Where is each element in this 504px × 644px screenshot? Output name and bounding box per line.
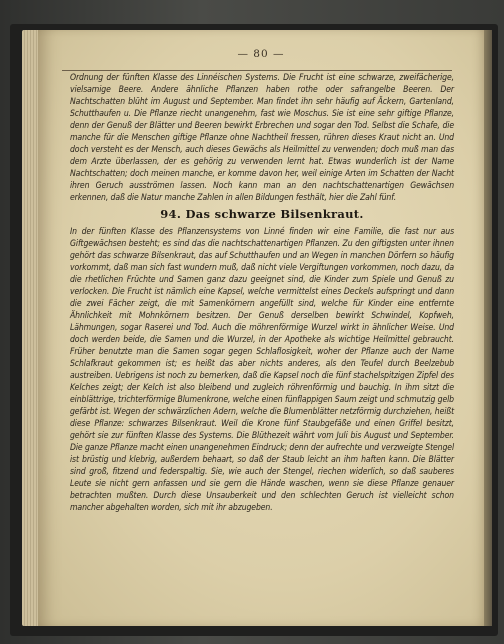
- header-rule: [62, 70, 452, 71]
- paragraph-2: In der fünften Klasse des Pflanzensystems von Linné finden wir eine Familie, die fast nur aus Giftgewächsen besteht; es sind das die nachtschattenartigen Pflanzen. Zu den giftigsten unter ihnen gehört das schwarze Bilsenkraut, das auf Schutthaufen und an Wegen in manchen Dörfern so häufig vorkommt, daß man sich fast wundern muß, daß nicht viele Vergiftungen vorkommen, noch dazu, da die rhetlichen Früchte und Samen ganz dazu geeignet sind, die Kinder zum Spiele und Genuß zu verlocken. Die Frucht ist nämlich eine Kapsel, welche vermittelst eines Deckels aufspringt und dann die zwei Fächer zeigt, die mit Samenkörnern angefüllt sind, welche für Kinder eine entfernte Ähnlichkeit mit Mohnkörnern besitzen. Der Genuß derselben bewirkt Schwindel, Kopfweh, Lähmungen, sogar Raserei und Tod. Auch die möhrenförmige Wurzel wirkt in ähnlicher Weise. Und doch werden beide, die Samen und die Wurzel, in der Apotheke als wichtige Heilmittel gebraucht. Früher benutzte man die Samen sogar gegen Schlaflosigkeit, woher der Pflanze auch der Name Schlafkraut gekommen ist; es heißt das aber nichts anderes, als den Teufel durch Beelzebub austreiben. Uebrigens ist noch zu bemerken, daß die Kapsel noch die fünf stachelspitzigen Zipfel des Kelches zeigt; der Kelch ist also bleibend und zugleich röhrenförmig und bauchig. In ihm sitzt die einblättrige, trichterförmige Blumenkrone, welche einen fünflappigen Saum zeigt und schmutzig gelb gefärbt ist. Wegen der schwärzlichen Adern, welche die Blumenblätter netzförmig durchziehen, heißt diese Pflanze: schwarzes Bilsenkraut. Weil die Krone fünf Staubgefäße und einen Griffel besitzt, gehört sie zur fünften Klasse des Systems. Die Blüthezeit währt vom Juli bis August und September. Die ganze Pflanze macht einen unangenehmen Eindruck; denn der aufrechte und verzweigte Stengel ist brüstig und klebrig, außerdem behaart, so daß der Staub leicht an ihm haften kann. Die Blätter sind groß, fitzend und federspaltig. Sie, wie auch der Stengel, riechen widerlich, so daß sauberes Leute sie nicht gern anfassen und sie gern die Hände waschen, wenn sie diese Pflanze genauer betrachten mußten. Durch diese Unsauberkeit und den schlechten Geruch ist vielleicht schon mancher abgehalten worden, sich mit ihr abzugeben.: [70, 227, 454, 513]
- book-page: [38, 30, 484, 626]
- text-block: [70, 72, 454, 514]
- page-number: — 80 —: [237, 48, 285, 60]
- section-heading: 94. Das schwarze Bilsenkraut.: [160, 207, 364, 221]
- paragraph-1: Ordnung der fünften Klasse des Linnéischen Systems. Die Frucht ist eine schwarze, zweifächerige, vielsamige Beere. Andere ähnliche Pflanzen haben rothe oder safrangelbe Beeren. Der Nachtschatten blüht im August und September. Man findet ihn sehr häufig auf Äckern, Gartenland, Schutthaufen u. Die Pflanze riecht unangenehm, fast wie Moschus. Sie ist eine sehr giftige Pflanze, denn der Genuß der Blätter und Beeren bewirkt Erbrechen und sogar den Tod. Selbst die Schafe, die manche für die Menschen giftige Pflanze ohne Nachtheil fressen, rühren dieses Kraut nicht an. Und doch versteht es der Mensch, auch dieses Gewächs als Heilmittel zu verwenden; doch muß man das dem Arzte überlassen, der es gehörig zu verwenden lernt hat. Etwas wunderlich ist der Name Nachtschatten; doch meinen manche, er komme davon her, weil einige Arten im Schatten der Nacht ihren Geruch ausströmen lassen. Noch kann man an den nachtschattenartigen Gewächsen erkennen, daß die Natur manche Zahlen in allen Bildungen festhält, hier die Zahl fünf.: [70, 73, 454, 203]
- page-header: [38, 48, 484, 62]
